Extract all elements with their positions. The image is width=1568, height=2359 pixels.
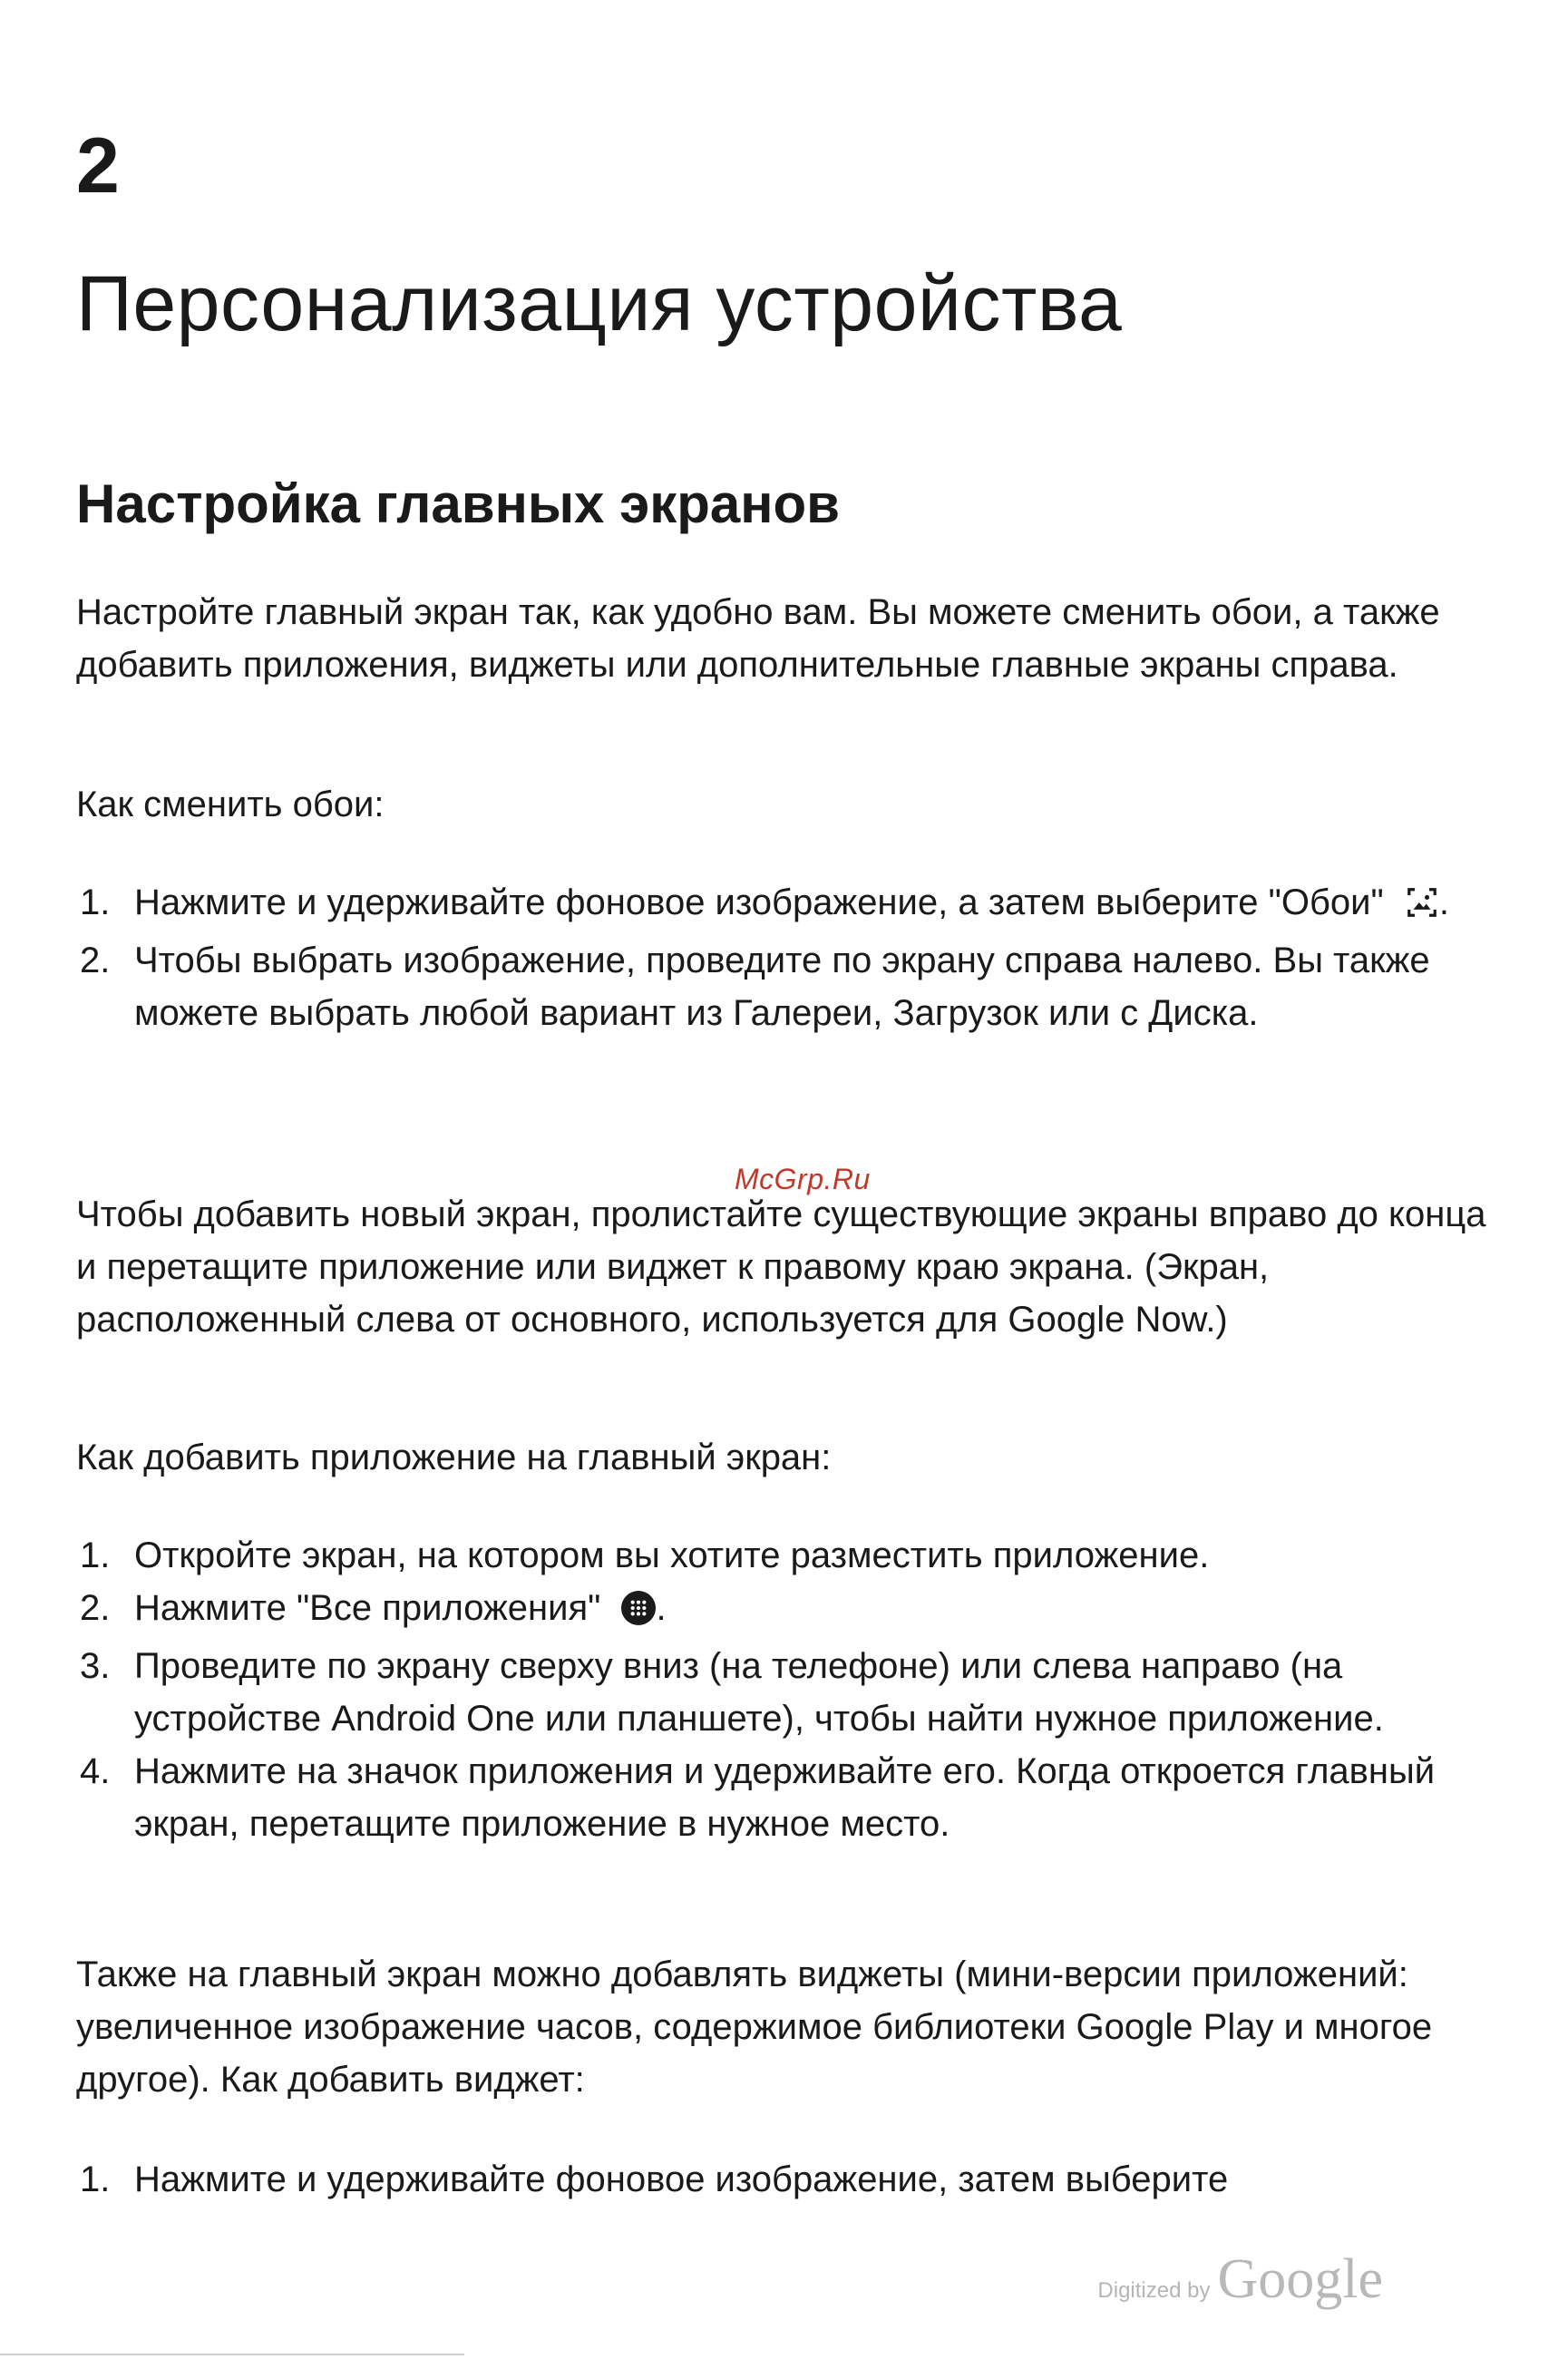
list-item <box>76 934 1509 1039</box>
list-item-text: Откройте экран, на котором вы хотите разместить приложение. <box>134 1535 1210 1575</box>
list-item-text: Нажмите на значок приложения и удерживайте его. Когда откроется главный экран, перетащите приложение в нужное место. <box>134 1751 1436 1844</box>
list-number: 3. <box>80 1646 111 1686</box>
list-item-suffix: . <box>1438 882 1449 922</box>
bottom-divider <box>0 2354 464 2355</box>
list-number: 1. <box>80 1535 111 1575</box>
list-item-text: Нажмите и удерживайте фоновое изображение, затем выберите <box>134 2159 1229 2199</box>
new-screen-paragraph: Чтобы добавить новый экран, пролистайте существующие экраны вправо до конца и перетащите приложение или виджет к правому краю экрана. (Экран, расположенный слева от основного, используется для Google Now.) <box>76 1194 1486 1340</box>
watermark: McGrp.Ru <box>735 1163 871 1195</box>
list-item <box>76 1640 1509 1745</box>
list-item-suffix: . <box>656 1588 667 1628</box>
list-number: 2. <box>80 941 111 980</box>
list-item <box>76 876 1509 934</box>
chapter-number: 2 <box>76 122 120 210</box>
list-item-text: Чтобы выбрать изображение, проведите по экрану справа налево. Вы также можете выбрать любой вариант из Галереи, Загрузок или с Диска. <box>134 941 1430 1033</box>
section-title: Настройка главных экранов <box>76 473 841 534</box>
list-item-text: Нажмите и удерживайте фоновое изображение, а затем выберите "Обои" <box>134 882 1384 922</box>
chapter-title: Персонализация устройства <box>76 260 1123 347</box>
add-app-steps <box>76 1529 1509 1850</box>
add-app-heading: Как добавить приложение на главный экран: <box>76 1438 832 1477</box>
list-item-text: Проведите по экрану сверху вниз (на телефоне) или слева направо (на устройстве Android One или планшете), чтобы найти нужное приложение. <box>134 1646 1384 1739</box>
google-logo: Google <box>1217 2248 1383 2310</box>
all-apps-icon <box>621 1587 656 1640</box>
wallpaper-heading: Как сменить обои: <box>76 785 385 824</box>
list-item <box>76 1582 1509 1640</box>
intro-paragraph: Настройте главный экран так, как удобно вам. Вы можете сменить обои, а также добавить приложения, виджеты или дополнительные главные экраны справа. <box>76 592 1440 685</box>
widgets-paragraph: Также на главный экран можно добавлять виджеты (мини-версии приложений: увеличенное изображение часов, содержимое библиотеки Google Play и многое другое). Как добавить виджет: <box>76 1954 1433 2100</box>
list-number: 4. <box>80 1751 111 1791</box>
list-item <box>76 1745 1509 1850</box>
digitized-label: Digitized by <box>1097 2278 1211 2303</box>
digitized-by-google <box>1097 2247 1383 2312</box>
list-number: 1. <box>80 882 111 922</box>
widget-steps <box>76 2153 1509 2206</box>
list-item <box>76 1529 1509 1582</box>
list-number: 1. <box>80 2159 111 2199</box>
list-item-text: Нажмите "Все приложения" <box>134 1588 601 1628</box>
wallpaper-steps <box>76 876 1509 1039</box>
list-number: 2. <box>80 1588 111 1628</box>
list-item <box>76 2153 1509 2206</box>
wallpaper-icon <box>1405 882 1439 934</box>
